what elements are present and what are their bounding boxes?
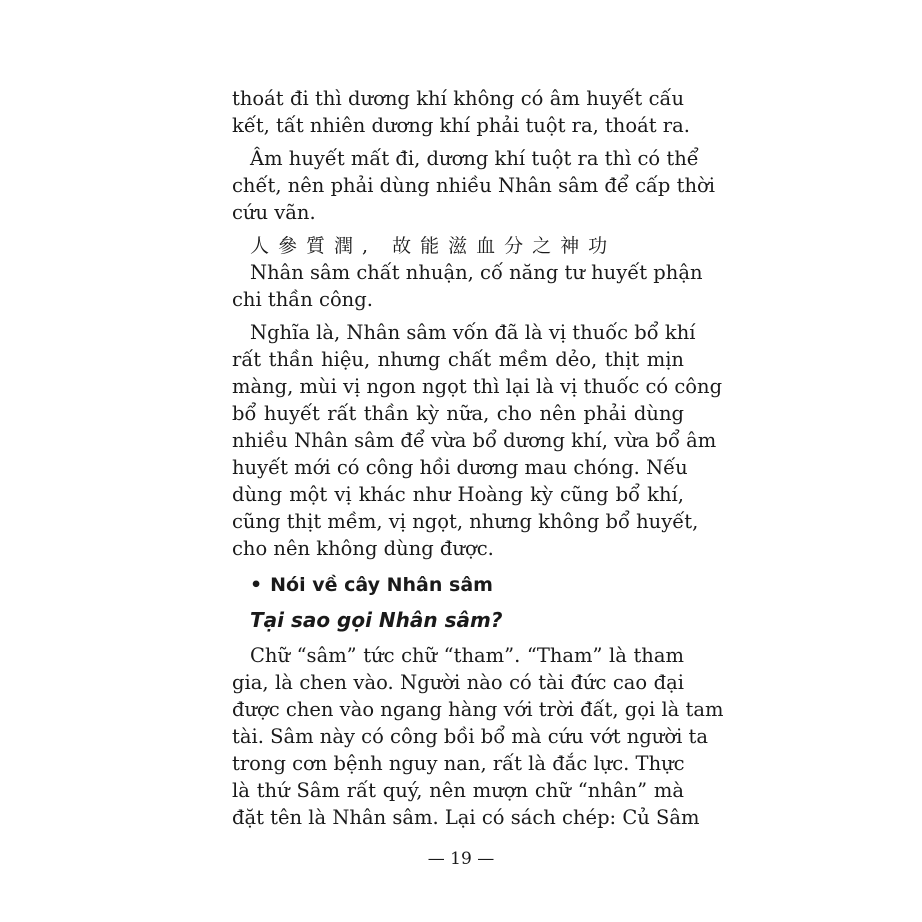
text-line: cứu vãn. bbox=[232, 201, 316, 224]
text-line: Chữ “sâm” tức chữ “tham”. “Tham” là tham bbox=[250, 644, 684, 667]
subheading: Tại sao gọi Nhân sâm? bbox=[250, 608, 503, 632]
text-line: gia, là chen vào. Người nào có tài đức cao đại bbox=[232, 671, 684, 694]
text-line: cho nên không dùng được. bbox=[232, 537, 494, 560]
text-line: Nghĩa là, Nhân sâm vốn đã là vị thuốc bổ khí bbox=[250, 321, 696, 344]
text-line: rất thần hiệu, nhưng chất mềm dẻo, thịt mịn bbox=[232, 348, 684, 371]
text-line: được chen vào ngang hàng với trời đất, gọi là tam bbox=[232, 698, 724, 721]
text-line: bổ huyết rất thần kỳ nữa, cho nên phải dùng bbox=[232, 402, 684, 425]
text-line: nhiều Nhân sâm để vừa bổ dương khí, vừa bổ âm bbox=[232, 429, 717, 452]
page-number: — 19 — bbox=[427, 849, 495, 869]
text-line: chết, nên phải dùng nhiều Nhân sâm để cấp thời bbox=[232, 174, 715, 197]
text-line: màng, mùi vị ngon ngọt thì lại là vị thuốc có công bbox=[232, 375, 723, 398]
text-line: thoát đi thì dương khí không có âm huyết cấu bbox=[232, 87, 684, 110]
text-line: là thứ Sâm rất quý, nên mượn chữ “nhân” mà bbox=[232, 779, 684, 802]
section-heading bbox=[250, 574, 493, 596]
text-line: huyết mới có công hồi dương mau chóng. Nếu bbox=[232, 456, 688, 479]
text-line: tài. Sâm này có công bồi bổ mà cứu vớt người ta bbox=[232, 725, 708, 748]
text-line: Âm huyết mất đi, dương khí tuột ra thì có thể bbox=[250, 147, 699, 170]
text-line: đặt tên là Nhân sâm. Lại có sách chép: Củ Sâm bbox=[232, 806, 700, 829]
bullet-icon: • bbox=[250, 574, 263, 596]
chinese-quote: 人參質潤, 故能滋血分之神功 bbox=[250, 235, 617, 257]
text-line: trong cơn bệnh nguy nan, rất là đắc lực. Thực bbox=[232, 752, 685, 775]
text-line: dùng một vị khác như Hoàng kỳ cũng bổ khí, bbox=[232, 483, 684, 506]
text-line: chi thần công. bbox=[232, 288, 373, 311]
text-line: kết, tất nhiên dương khí phải tuột ra, thoát ra. bbox=[232, 114, 690, 137]
section-heading-text: Nói về cây Nhân sâm bbox=[270, 574, 493, 596]
text-line: cũng thịt mềm, vị ngọt, nhưng không bổ huyết, bbox=[232, 510, 699, 533]
text-line: Nhân sâm chất nhuận, cố năng tư huyết phận bbox=[250, 261, 703, 284]
